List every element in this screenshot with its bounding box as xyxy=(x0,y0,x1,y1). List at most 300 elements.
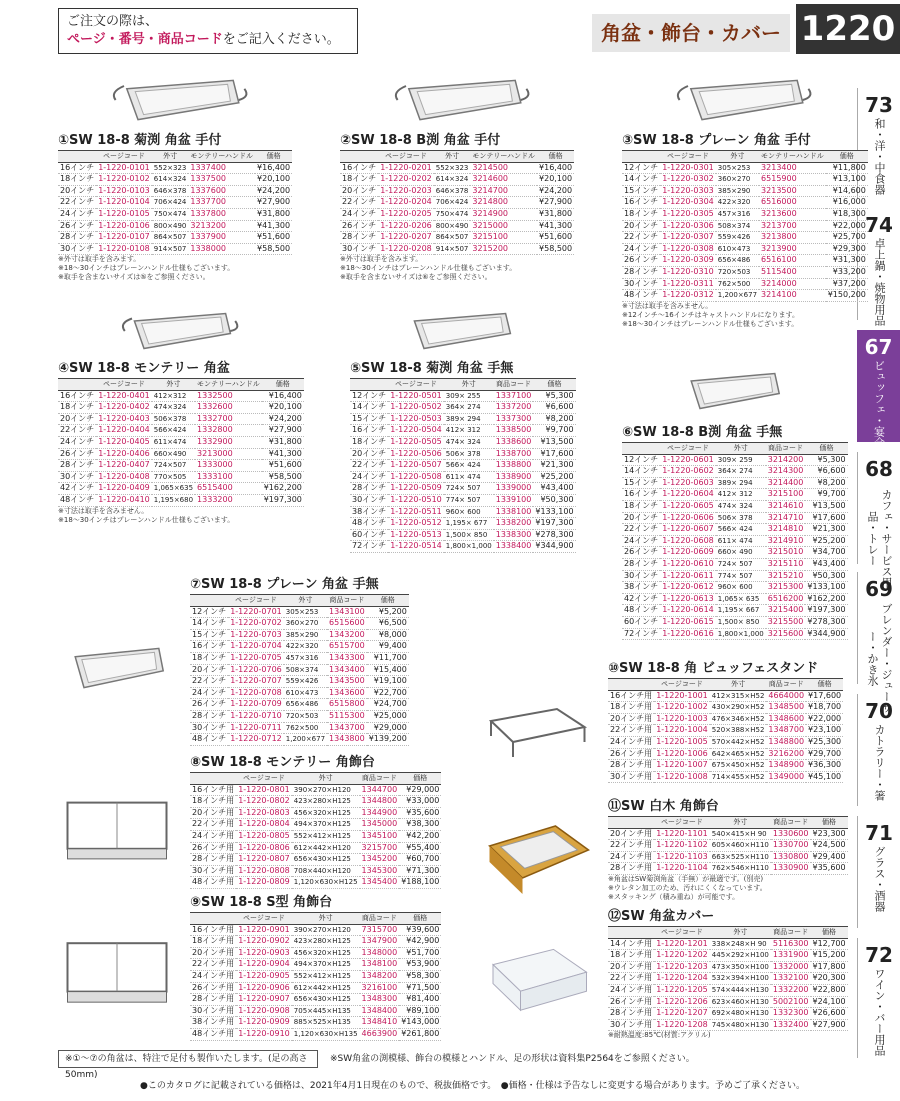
page-code: 1-1220-1005 xyxy=(654,736,710,748)
price: ¥71,500 xyxy=(399,982,441,994)
table-row[interactable] xyxy=(190,1005,441,1017)
side-tab-number: 73 xyxy=(865,93,893,117)
table-row[interactable] xyxy=(608,702,843,714)
price: ¥27,900 xyxy=(255,197,292,209)
table-row[interactable] xyxy=(622,489,848,501)
table-row[interactable] xyxy=(190,994,441,1006)
table-row[interactable] xyxy=(58,448,304,460)
table-row[interactable] xyxy=(350,448,576,460)
section-note: ※耐熱温度:85℃(材質:アクリル) xyxy=(608,1031,711,1040)
price: ¥17,600 xyxy=(805,512,847,524)
side-tab-72[interactable] xyxy=(857,938,900,1058)
product-code: 1344800 xyxy=(360,796,400,808)
product-code: 1338800 xyxy=(494,460,534,472)
size-label: 18インチ xyxy=(350,436,388,448)
product-code: 7315700 xyxy=(360,924,400,936)
table-row[interactable] xyxy=(190,618,409,630)
size-label: 16インチ用 xyxy=(190,924,236,936)
section-title: ⑪SW 白木 角飾台 xyxy=(608,799,719,814)
dimensions: 885×525×H135 xyxy=(292,1017,360,1029)
table-row[interactable] xyxy=(190,641,409,653)
size-label: 30インチ xyxy=(58,471,96,483)
table-row[interactable] xyxy=(58,413,304,425)
price: ¥51,600 xyxy=(262,460,304,472)
product-code: 1330700 xyxy=(771,840,811,852)
side-tab-71[interactable] xyxy=(857,816,900,928)
size-label: 60インチ xyxy=(622,616,660,628)
page-code: 1-1220-0409 xyxy=(96,483,152,495)
dimensions: 750×474 xyxy=(434,208,471,220)
dimensions: 864×507 xyxy=(434,232,471,244)
size-label: 28インチ xyxy=(190,710,228,722)
product-code: 1348300 xyxy=(360,994,400,1006)
side-tab-number: 71 xyxy=(865,821,893,845)
price: ¥21,300 xyxy=(533,460,575,472)
page-code: 1-1220-1006 xyxy=(654,748,710,760)
table-row[interactable] xyxy=(58,471,304,483)
table-row[interactable] xyxy=(622,535,848,547)
table-row[interactable] xyxy=(622,174,868,186)
dimensions: 663×525×H110 xyxy=(710,851,771,863)
table-row[interactable] xyxy=(340,185,574,197)
table-row[interactable] xyxy=(190,842,441,854)
section-title: ①SW 18-8 菊渕 角盆 手付 xyxy=(58,133,222,148)
section-note: ※スタッキング（積み重ね）が可能です。 xyxy=(608,892,740,901)
table-row[interactable] xyxy=(608,950,848,962)
table-row[interactable] xyxy=(190,936,441,948)
product-code: 6515600 xyxy=(327,618,367,630)
table-row[interactable] xyxy=(622,570,848,582)
table-row[interactable] xyxy=(608,828,848,840)
page-code: 1-1220-0504 xyxy=(388,425,444,437)
table-row[interactable] xyxy=(622,466,848,478)
table-row[interactable] xyxy=(190,734,409,746)
page-code: 1-1220-0302 xyxy=(660,174,716,186)
product-image-cover xyxy=(482,938,592,1014)
table-row[interactable] xyxy=(350,390,576,402)
product-code: 6515900 xyxy=(759,174,826,186)
table-row[interactable] xyxy=(58,197,292,209)
page-code: 1-1220-0601 xyxy=(660,454,716,466)
size-label: 30インチ用 xyxy=(608,1019,654,1031)
section-note: ※寸法は取手を含みません。 xyxy=(58,506,149,515)
table-row[interactable] xyxy=(608,938,848,950)
page-code: 1-1220-0104 xyxy=(96,197,152,209)
table-row[interactable] xyxy=(622,197,868,209)
side-tab-68[interactable] xyxy=(857,452,900,588)
table-row[interactable] xyxy=(622,628,848,640)
table-row[interactable] xyxy=(622,477,848,489)
table-row[interactable] xyxy=(190,807,441,819)
dimensions: 1,065×635 xyxy=(152,483,195,495)
product-code: 6516000 xyxy=(759,197,826,209)
table-row[interactable] xyxy=(190,947,441,959)
price: ¥58,300 xyxy=(399,970,441,982)
product-code: 1337200 xyxy=(494,402,534,414)
table-row[interactable] xyxy=(350,518,576,530)
dimensions: 430×290×H52 xyxy=(710,702,767,714)
price: ¥35,600 xyxy=(399,807,441,819)
table-row[interactable] xyxy=(608,996,848,1008)
size-label: 24インチ用 xyxy=(190,970,236,982)
table-row[interactable] xyxy=(608,840,848,852)
product-image-stand xyxy=(62,790,172,874)
price: ¥27,900 xyxy=(811,1019,848,1031)
table-row[interactable] xyxy=(190,865,441,877)
table-row[interactable] xyxy=(622,582,848,594)
table-row[interactable] xyxy=(622,208,868,220)
price: ¥25,300 xyxy=(806,736,843,748)
table-row[interactable] xyxy=(340,197,574,209)
price: ¥81,400 xyxy=(399,994,441,1006)
dimensions: 720×503 xyxy=(284,710,327,722)
table-row[interactable] xyxy=(350,471,576,483)
dimensions: 675×450×H52 xyxy=(710,760,767,772)
table-row[interactable] xyxy=(622,512,848,524)
table-row[interactable] xyxy=(622,593,848,605)
column-header: 外寸 xyxy=(710,817,771,829)
column-header: 商品コード xyxy=(360,773,400,785)
product-code: 1348410 xyxy=(360,1017,400,1029)
price: ¥37,200 xyxy=(826,278,868,290)
table-row[interactable] xyxy=(608,1008,848,1020)
dimensions: 389× 294 xyxy=(716,477,766,489)
table-row[interactable] xyxy=(340,232,574,244)
size-label: 15インチ xyxy=(622,185,660,197)
table-row[interactable] xyxy=(608,748,843,760)
dimensions: 574×444×H130 xyxy=(710,984,771,996)
table-row[interactable] xyxy=(58,460,304,472)
table-row[interactable] xyxy=(190,830,441,842)
product-image-tray-handled xyxy=(392,72,532,128)
size-label: 24インチ用 xyxy=(608,736,654,748)
dimensions: 506× 378 xyxy=(716,512,766,524)
product-code: 3214900 xyxy=(470,208,537,220)
table-row[interactable] xyxy=(608,851,848,863)
table-row[interactable] xyxy=(622,162,868,174)
table-row[interactable] xyxy=(190,687,409,699)
page-code: 1-1220-0304 xyxy=(660,197,716,209)
column-header: ページコード xyxy=(660,151,716,163)
page-code: 1-1220-0908 xyxy=(236,1005,292,1017)
table-row[interactable] xyxy=(622,547,848,559)
product-code: 3215000 xyxy=(470,220,537,232)
column-header: 商品コード xyxy=(327,595,367,607)
price: ¥23,300 xyxy=(811,828,848,840)
table-row[interactable] xyxy=(58,494,304,506)
product-table xyxy=(190,594,409,746)
table-row[interactable] xyxy=(58,208,292,220)
table-row[interactable] xyxy=(622,266,868,278)
table-row[interactable] xyxy=(190,970,441,982)
side-tab-70[interactable] xyxy=(857,694,900,806)
table-row[interactable] xyxy=(608,1019,848,1031)
table-row[interactable] xyxy=(350,529,576,541)
page-code: 1-1220-0404 xyxy=(96,425,152,437)
page-code: 1-1220-0312 xyxy=(660,290,716,302)
table-row[interactable] xyxy=(608,736,843,748)
price: ¥24,200 xyxy=(537,185,574,197)
table-row[interactable] xyxy=(58,174,292,186)
dimensions: 360×270 xyxy=(284,618,327,630)
product-code: 1343500 xyxy=(327,676,367,688)
table-row[interactable] xyxy=(622,616,848,628)
table-row[interactable] xyxy=(340,220,574,232)
price: ¥8,200 xyxy=(805,477,847,489)
product-table xyxy=(608,926,848,1031)
size-label: 22インチ xyxy=(622,232,660,244)
table-row[interactable] xyxy=(622,232,868,244)
dimensions: 559×426 xyxy=(716,232,759,244)
table-row[interactable] xyxy=(340,162,574,174)
table-row[interactable] xyxy=(190,1017,441,1029)
dimensions: 656×430×H125 xyxy=(292,854,360,866)
dimensions: 960× 600 xyxy=(716,582,766,594)
table-row[interactable] xyxy=(608,690,843,702)
size-label: 16インチ xyxy=(190,641,228,653)
table-row[interactable] xyxy=(190,877,441,889)
page-code: 1-1220-0611 xyxy=(660,570,716,582)
dimensions: 745×480×H130 xyxy=(710,1019,771,1031)
table-row[interactable] xyxy=(608,760,843,772)
table-row[interactable] xyxy=(622,524,848,536)
table-row[interactable] xyxy=(58,243,292,255)
dimensions: 423×280×H125 xyxy=(292,936,360,948)
column-header xyxy=(608,817,654,829)
page-code: 1-1220-0405 xyxy=(96,436,152,448)
table-row[interactable] xyxy=(190,722,409,734)
product-code: 3214810 xyxy=(766,524,806,536)
product-section-8 xyxy=(190,754,441,889)
product-code: 1338200 xyxy=(494,518,534,530)
page-code: 1-1220-0201 xyxy=(378,162,434,174)
table-row[interactable] xyxy=(58,402,304,414)
dimensions: 1,800×1,000 xyxy=(716,628,766,640)
product-code: 1337800 xyxy=(188,208,255,220)
table-row[interactable] xyxy=(340,243,574,255)
table-row[interactable] xyxy=(350,425,576,437)
table-row[interactable] xyxy=(622,185,868,197)
table-row[interactable] xyxy=(350,483,576,495)
table-row[interactable] xyxy=(622,290,868,302)
table-row[interactable] xyxy=(58,220,292,232)
table-row[interactable] xyxy=(190,676,409,688)
size-label: 20インチ xyxy=(190,664,228,676)
table-row[interactable] xyxy=(190,664,409,676)
table-row[interactable] xyxy=(622,220,868,232)
price: ¥51,700 xyxy=(399,947,441,959)
table-row[interactable] xyxy=(608,984,848,996)
page-code: 1-1220-0613 xyxy=(660,593,716,605)
size-label: 48インチ xyxy=(58,494,96,506)
table-row[interactable] xyxy=(190,854,441,866)
table-row[interactable] xyxy=(622,605,848,617)
dimensions: 610×473 xyxy=(716,243,759,255)
product-code: 1337300 xyxy=(494,413,534,425)
price: ¥60,700 xyxy=(399,854,441,866)
table-row[interactable] xyxy=(190,982,441,994)
page-code: 1-1220-1002 xyxy=(654,702,710,714)
price: ¥16,400 xyxy=(255,162,292,174)
table-row[interactable] xyxy=(350,413,576,425)
page-code: 1-1220-0513 xyxy=(388,529,444,541)
table-row[interactable] xyxy=(190,959,441,971)
table-row[interactable] xyxy=(190,796,441,808)
page-code: 1-1220-0712 xyxy=(228,734,284,746)
price: ¥22,000 xyxy=(806,713,843,725)
price: ¥162,200 xyxy=(805,593,847,605)
page-code: 1-1220-1102 xyxy=(654,840,710,852)
notice-highlight: ページ・番号・商品コード xyxy=(67,32,223,47)
size-label: 26インチ用 xyxy=(190,842,236,854)
size-label: 22インチ xyxy=(622,524,660,536)
size-label: 22インチ xyxy=(58,425,96,437)
price: ¥24,100 xyxy=(811,996,848,1008)
page-code: 1-1220-0401 xyxy=(96,390,152,402)
page-code: 1-1220-0514 xyxy=(388,541,444,553)
product-code: 5116300 xyxy=(771,938,811,950)
table-row[interactable] xyxy=(58,483,304,495)
size-label: 24インチ用 xyxy=(190,830,236,842)
table-row[interactable] xyxy=(58,185,292,197)
size-label: 26インチ xyxy=(58,220,96,232)
table-row[interactable] xyxy=(58,390,304,402)
side-tab-67[interactable] xyxy=(857,330,900,448)
dimensions: 540×415×H 90 xyxy=(710,828,771,840)
column-header: 価格 xyxy=(805,443,847,455)
side-tab-label: 卓上鍋・焼物用品 xyxy=(873,238,886,326)
dimensions: 706×424 xyxy=(434,197,471,209)
size-label: 26インチ xyxy=(340,220,378,232)
table-row[interactable] xyxy=(622,255,868,267)
column-header: ページコード xyxy=(654,927,710,939)
product-code: 1338400 xyxy=(494,541,534,553)
product-code: 3215500 xyxy=(766,616,806,628)
table-row[interactable] xyxy=(350,460,576,472)
price: ¥42,200 xyxy=(399,830,441,842)
price: ¥8,000 xyxy=(367,629,409,641)
price: ¥5,200 xyxy=(367,606,409,618)
section-title: ②SW 18-8 B渕 角盆 手付 xyxy=(340,133,501,148)
page-code: 1-1220-1001 xyxy=(654,690,710,702)
dimensions: 762×546×H110 xyxy=(710,863,771,875)
product-code: 5002100 xyxy=(771,996,811,1008)
size-label: 60インチ xyxy=(350,529,388,541)
page-code: 1-1220-0711 xyxy=(228,722,284,734)
page-code: 1-1220-0907 xyxy=(236,994,292,1006)
table-row[interactable] xyxy=(350,541,576,553)
table-row[interactable] xyxy=(608,961,848,973)
table-row[interactable] xyxy=(622,243,868,255)
table-row[interactable] xyxy=(190,1028,441,1040)
price: ¥143,000 xyxy=(399,1017,441,1029)
price: ¥344,900 xyxy=(805,628,847,640)
side-tab-label: グラス・酒器 xyxy=(873,846,886,912)
dimensions: 1,120×630×H125 xyxy=(292,877,360,889)
table-row[interactable] xyxy=(340,208,574,220)
price: ¥29,400 xyxy=(811,851,848,863)
table-row[interactable] xyxy=(190,699,409,711)
product-code: 3215300 xyxy=(766,582,806,594)
page-code: 1-1220-0105 xyxy=(96,208,152,220)
table-row[interactable] xyxy=(350,506,576,518)
price: ¥29,700 xyxy=(806,748,843,760)
table-row[interactable] xyxy=(190,606,409,618)
column-header: ページコード xyxy=(96,151,152,163)
table-row[interactable] xyxy=(58,436,304,448)
product-image-wood xyxy=(484,818,594,898)
table-row[interactable] xyxy=(190,710,409,722)
size-label: 16インチ xyxy=(58,390,96,402)
table-row[interactable] xyxy=(58,162,292,174)
table-row[interactable] xyxy=(190,924,441,936)
dimensions: 494×370×H125 xyxy=(292,959,360,971)
dimensions: 1,065× 635 xyxy=(716,593,766,605)
side-tab-label: ブレンダー・ジューサー・かき氷 xyxy=(866,603,893,713)
table-row[interactable] xyxy=(608,713,843,725)
size-label: 22インチ xyxy=(190,676,228,688)
product-code: 3214200 xyxy=(766,454,806,466)
column-header: 価格 xyxy=(537,151,574,163)
side-tab-number: 70 xyxy=(865,699,893,723)
side-tab-label: カフェ・サービス用品・トレー xyxy=(866,488,893,588)
dimensions: 1,195× 677 xyxy=(444,518,494,530)
table-row[interactable] xyxy=(58,232,292,244)
table-row[interactable] xyxy=(350,402,576,414)
size-label: 18インチ xyxy=(190,652,228,664)
table-row[interactable] xyxy=(622,454,848,466)
table-row[interactable] xyxy=(340,174,574,186)
column-header: 外寸 xyxy=(716,151,759,163)
table-row[interactable] xyxy=(608,863,848,875)
price: ¥6,600 xyxy=(805,466,847,478)
dimensions: 445×292×H100 xyxy=(710,950,771,962)
table-row[interactable] xyxy=(622,278,868,290)
table-row[interactable] xyxy=(350,436,576,448)
table-row[interactable] xyxy=(190,629,409,641)
product-code: 1348800 xyxy=(766,736,806,748)
table-row[interactable] xyxy=(622,500,848,512)
product-code: 1347900 xyxy=(360,936,400,948)
column-header: 商品コード xyxy=(771,817,811,829)
size-label: 24インチ xyxy=(58,208,96,220)
size-label: 24インチ xyxy=(622,243,660,255)
table-row[interactable] xyxy=(350,494,576,506)
product-code: 1331900 xyxy=(771,950,811,962)
table-row[interactable] xyxy=(608,771,843,783)
page-code: 1-1220-0307 xyxy=(660,232,716,244)
size-label: 26インチ xyxy=(622,255,660,267)
table-row[interactable] xyxy=(190,819,441,831)
page-code: 1-1220-0108 xyxy=(96,243,152,255)
table-row[interactable] xyxy=(608,973,848,985)
product-table xyxy=(350,378,576,553)
dimensions: 1,200×677 xyxy=(284,734,327,746)
table-row[interactable] xyxy=(622,558,848,570)
dimensions: 612×442×H125 xyxy=(292,982,360,994)
table-row[interactable] xyxy=(608,725,843,737)
price: ¥29,000 xyxy=(367,722,409,734)
column-header: 商品コード xyxy=(766,443,806,455)
page-code: 1-1220-0710 xyxy=(228,710,284,722)
table-row[interactable] xyxy=(190,784,441,796)
table-row[interactable] xyxy=(190,652,409,664)
product-code: 1330900 xyxy=(771,863,811,875)
size-label: 18インチ用 xyxy=(190,796,236,808)
table-row[interactable] xyxy=(58,425,304,437)
size-label: 30インチ用 xyxy=(190,865,236,877)
side-tab-label: 和・洋・中食器 xyxy=(873,118,886,195)
